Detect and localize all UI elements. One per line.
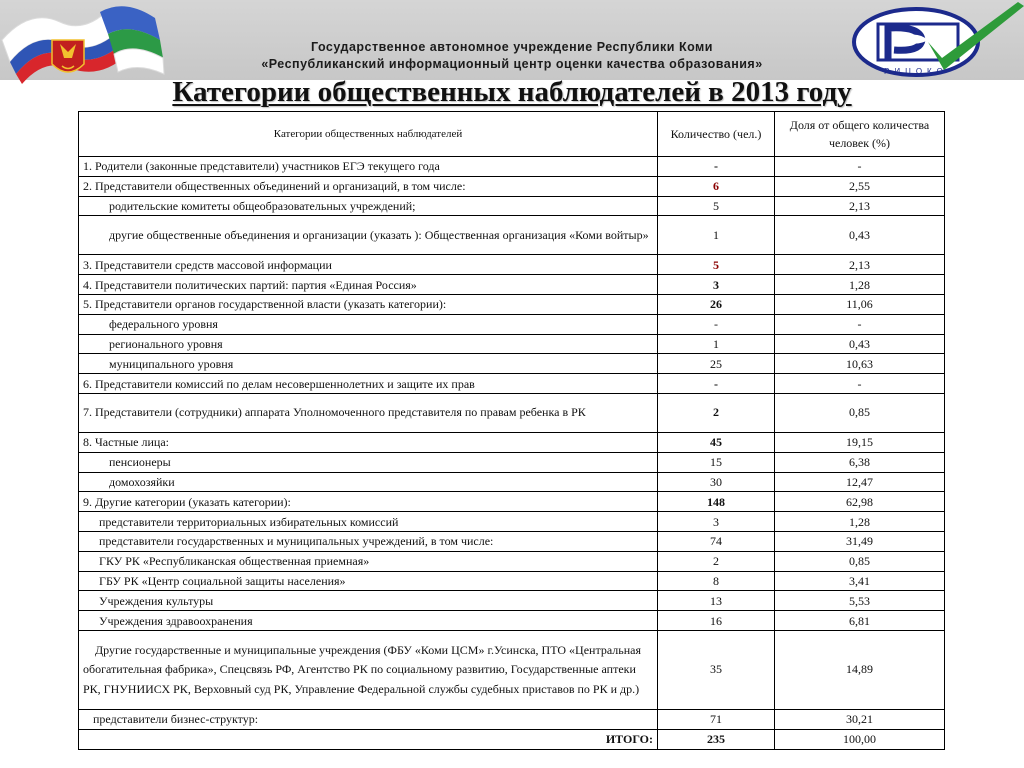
total-share: 100,00 [775,729,945,749]
organization-name-line2: «Республиканский информационный центр оценки качества образования» [261,57,763,71]
row-category: ГКУ РК «Республиканская общественная приемная» [79,551,658,571]
row-count: 8 [658,571,775,591]
table-row [79,709,945,729]
row-category: домохозяйки [79,472,658,492]
row-share: 31,49 [775,531,945,551]
row-count: 35 [658,630,775,709]
row-category: Учреждения здравоохранения [79,611,658,631]
table-row [79,472,945,492]
table-row [79,571,945,591]
row-category: 1. Родители (законные представители) участников ЕГЭ текущего года [79,157,658,177]
table-row [79,255,945,275]
column-header-count: Количество (чел.) [658,112,775,157]
row-share: 19,15 [775,432,945,452]
logo-text: РИЦОКО [884,67,948,76]
table-row [79,452,945,472]
column-header-share: Доля от общего количества человек (%) [775,112,945,157]
row-share: 6,81 [775,611,945,631]
column-header-category: Категории общественных наблюдателей [79,112,658,157]
row-count: 2 [658,551,775,571]
table-row [79,591,945,611]
row-share: 14,89 [775,630,945,709]
row-count: 13 [658,591,775,611]
row-count: 5 [658,255,775,275]
total-row [79,729,945,749]
row-count: 148 [658,492,775,512]
row-count: 15 [658,452,775,472]
row-count: 6 [658,176,775,196]
row-category: 7. Представители (сотрудники) аппарата Уполномоченного представителя по правам ребенка в РК [79,393,658,432]
row-share: - [775,314,945,334]
observers-table [78,111,945,750]
table-header-row [79,112,945,157]
row-count: - [658,374,775,394]
row-category: федерального уровня [79,314,658,334]
row-count: 1 [658,334,775,354]
row-category: Учреждения культуры [79,591,658,611]
row-share: - [775,157,945,177]
table-row [79,512,945,532]
row-count: 25 [658,354,775,374]
table-row [79,334,945,354]
row-category: ГБУ РК «Центр социальной защиты населения» [79,571,658,591]
table-row [79,492,945,512]
row-category: родительские комитеты общеобразовательных учреждений; [79,196,658,216]
row-share: 0,43 [775,216,945,255]
table-row [79,432,945,452]
table-row [79,611,945,631]
row-count: 26 [658,294,775,314]
row-category: другие общественные объединения и организации (указать ): Общественная организация «Коми войтыр» [79,216,658,255]
row-share: 5,53 [775,591,945,611]
row-share: 12,47 [775,472,945,492]
row-count: 1 [658,216,775,255]
row-category: 5. Представители органов государственной власти (указать категории): [79,294,658,314]
row-count: 45 [658,432,775,452]
row-category: муниципального уровня [79,354,658,374]
organization-name-line1: Государственное автономное учреждение Республики Коми [311,40,713,54]
table-row [79,176,945,196]
table-row [79,551,945,571]
table-row [79,393,945,432]
table-row [79,157,945,177]
table-row [79,630,945,709]
table-row [79,275,945,295]
total-label: ИТОГО: [79,729,658,749]
row-category: Другие государственные и муниципальные учреждения (ФБУ «Коми ЦСМ» г.Усинска, ПТО «Центральная обогатительная фабрика», Спецсвязь РФ, Агентство РК по социальному развитию, Государственные аптеки РК, ГНУНИИСХ РК, Верховный суд РК, Управление Федеральной службы судебных приставов по РК и др.) [79,630,658,709]
row-category: 2. Представители общественных объединений и организаций, в том числе: [79,176,658,196]
row-share: 0,85 [775,393,945,432]
row-share: 11,06 [775,294,945,314]
row-share: 0,43 [775,334,945,354]
row-share: 0,85 [775,551,945,571]
row-count: 71 [658,709,775,729]
row-category: 6. Представители комиссий по делам несовершеннолетних и защите их прав [79,374,658,394]
row-share: 6,38 [775,452,945,472]
row-count: 2 [658,393,775,432]
row-count: 3 [658,275,775,295]
row-category: представители территориальных избирательных комиссий [79,512,658,532]
row-share: 1,28 [775,275,945,295]
page-title: Категории общественных наблюдателей в 2013 году [172,76,852,108]
row-share: 30,21 [775,709,945,729]
row-category: представители государственных и муниципальных учреждений, в том числе: [79,531,658,551]
row-category: 9. Другие категории (указать категории): [79,492,658,512]
row-share: 2,13 [775,196,945,216]
table-row [79,196,945,216]
table-row [79,354,945,374]
row-category: 3. Представители средств массовой информации [79,255,658,275]
row-count: - [658,157,775,177]
row-share: 1,28 [775,512,945,532]
row-share: 2,13 [775,255,945,275]
row-count: - [658,314,775,334]
table-row [79,314,945,334]
row-count: 16 [658,611,775,631]
row-share: 10,63 [775,354,945,374]
row-share: 62,98 [775,492,945,512]
row-count: 30 [658,472,775,492]
table-row [79,374,945,394]
row-category: представители бизнес-структур: [79,709,658,729]
rcoko-logo-checkmark-icon [848,2,1024,82]
row-share: 2,55 [775,176,945,196]
row-count: 5 [658,196,775,216]
table-row [79,216,945,255]
row-share: - [775,374,945,394]
row-category: регионального уровня [79,334,658,354]
table-row [79,531,945,551]
row-category: пенсионеры [79,452,658,472]
row-category: 8. Частные лица: [79,432,658,452]
row-count: 3 [658,512,775,532]
table-row [79,294,945,314]
row-count: 74 [658,531,775,551]
total-count: 235 [658,729,775,749]
row-category: 4. Представители политических партий: партия «Единая Россия» [79,275,658,295]
row-share: 3,41 [775,571,945,591]
